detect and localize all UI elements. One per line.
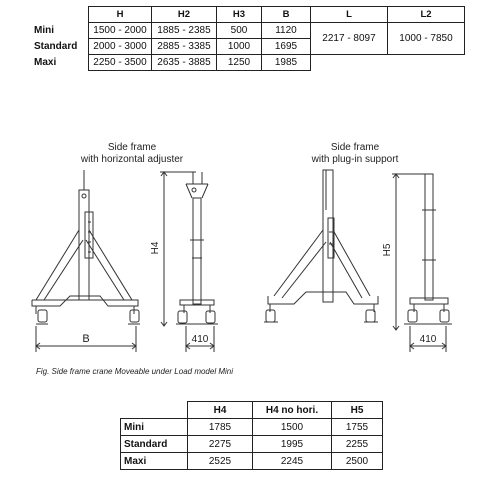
col-header-h4-no-hori: H4 no hori. [253, 402, 332, 419]
dim-h5-label: H5 [382, 243, 393, 257]
cell-h5: 2255 [332, 436, 383, 453]
col-header-h5: H5 [332, 402, 383, 419]
col-header-l: L [311, 7, 388, 23]
right-frame-side-view [392, 174, 452, 352]
row-label: Maxi [32, 55, 89, 71]
cell-h4: 2275 [188, 436, 253, 453]
cell-h3: 500 [217, 23, 262, 39]
left-frame-side-view [160, 172, 218, 352]
col-header-l2: L2 [388, 7, 465, 23]
cell-h5: 2500 [332, 453, 383, 470]
table-row [121, 436, 383, 453]
cell-h4: 2525 [188, 453, 253, 470]
row-label: Mini [32, 23, 89, 39]
cell-h4-no-hori: 1995 [253, 436, 332, 453]
cell-h5: 1755 [332, 419, 383, 436]
col-header-h: H [89, 7, 152, 23]
table-row [121, 419, 383, 436]
cell-h4: 1785 [188, 419, 253, 436]
col-header-h2: H2 [152, 7, 217, 23]
cell-h: 2250 - 3500 [89, 55, 152, 71]
col-header-h4: H4 [188, 402, 253, 419]
cell-b: 1120 [262, 23, 311, 39]
dimensions-table-bottom [120, 401, 383, 470]
left-frame-title-line2: with horizontal adjuster [80, 154, 184, 165]
table-corner [121, 402, 188, 419]
cell-h3: 1250 [217, 55, 262, 71]
cell-h2: 2885 - 3385 [152, 39, 217, 55]
cell-h: 2000 - 3000 [89, 39, 152, 55]
cell-b: 1985 [262, 55, 311, 71]
figure-caption: Fig. Side frame crane Moveable under Load model Mini [36, 367, 233, 376]
cell-h2: 2635 - 3885 [152, 55, 217, 71]
row-label: Maxi [121, 453, 188, 470]
col-header-h3: H3 [217, 7, 262, 23]
table-row [121, 453, 383, 470]
cell-h2: 1885 - 2385 [152, 23, 217, 39]
cell-h4-no-hori: 2245 [253, 453, 332, 470]
right-frame-title-line1: Side frame [330, 142, 380, 153]
dim-410-right-label: 410 [419, 334, 437, 345]
cell-b: 1695 [262, 39, 311, 55]
left-frame-front-view [32, 170, 140, 352]
col-header-b: B [262, 7, 311, 23]
cell-h3: 1000 [217, 39, 262, 55]
cell-h4-no-hori: 1500 [253, 419, 332, 436]
dim-b-label: B [82, 333, 90, 345]
cell-l2: 1000 - 7850 [388, 23, 465, 55]
right-frame-front-view [264, 170, 378, 322]
dim-410-left-label: 410 [191, 334, 209, 345]
row-label: Standard [32, 39, 89, 55]
dim-h4-label: H4 [150, 241, 161, 255]
row-label: Mini [121, 419, 188, 436]
cell-l: 2217 - 8097 [311, 23, 388, 55]
right-frame-title-line2: with plug-in support [311, 154, 399, 165]
cell-h: 1500 - 2000 [89, 23, 152, 39]
row-label: Standard [121, 436, 188, 453]
left-frame-title-line1: Side frame [107, 142, 157, 153]
